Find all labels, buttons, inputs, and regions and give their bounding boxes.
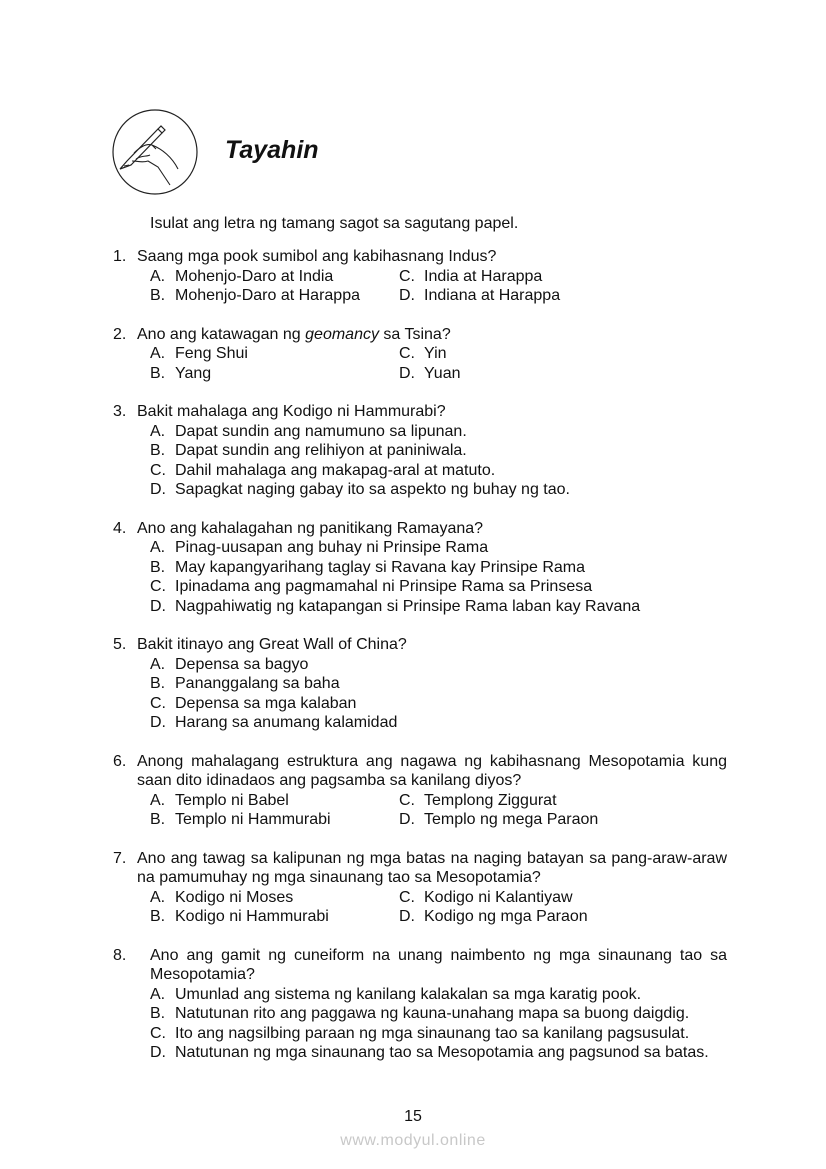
answer-option xyxy=(150,810,399,830)
answer-option xyxy=(150,1024,727,1044)
option-letter: B. xyxy=(150,287,166,304)
answer-option xyxy=(399,888,727,908)
option-text: Mohenjo-Daro at Harappa xyxy=(175,287,360,304)
question-text: Saang mga pook sumibol ang kabihasnang Indus? xyxy=(137,248,497,265)
question-line xyxy=(113,325,727,345)
answer-option xyxy=(150,558,727,578)
option-letter: C. xyxy=(150,461,166,479)
option-letter: D. xyxy=(150,481,166,498)
option-letter: A. xyxy=(150,791,166,809)
option-letter: D. xyxy=(399,908,415,925)
answer-option xyxy=(150,577,727,597)
answer-option xyxy=(150,674,727,694)
option-text: India at Harappa xyxy=(424,267,543,285)
question-text-emphasis: geomancy xyxy=(305,325,379,343)
option-text: Ipinadama ang pagmamahal ni Prinsipe Rama sa Prinsesa xyxy=(175,578,593,595)
option-text: Harang sa anumang kalamidad xyxy=(175,714,398,731)
option-letter: A. xyxy=(150,422,166,440)
answer-options xyxy=(113,888,727,927)
hand-writing-pencil-icon xyxy=(112,109,198,195)
question-number: 6. xyxy=(113,752,127,770)
option-letter: B. xyxy=(150,558,166,576)
option-text: May kapangyarihang taglay si Ravana kay Prinsipe Rama xyxy=(175,558,585,576)
option-letter: B. xyxy=(150,1005,166,1022)
option-letter: A. xyxy=(150,985,166,1003)
answer-option xyxy=(150,1004,727,1024)
answer-option xyxy=(150,538,727,558)
option-letter: B. xyxy=(150,908,166,925)
question-text: Anong mahalagang estruktura ang nagawa ng kabihasnang Mesopotamia kung saan dito idinadaos ang pagsamba sa kanilang diyos? xyxy=(137,752,727,789)
question-item xyxy=(113,247,727,306)
option-text: Yang xyxy=(175,364,212,382)
question-list xyxy=(113,247,727,1082)
option-text: Dapat sundin ang namumuno sa lipunan. xyxy=(175,422,467,440)
answer-option xyxy=(150,888,399,908)
option-letter: D. xyxy=(399,364,415,382)
answer-option xyxy=(150,713,727,733)
answer-option xyxy=(150,480,727,500)
answer-option xyxy=(150,461,727,481)
answer-option xyxy=(399,810,727,830)
option-letter: D. xyxy=(150,1044,166,1061)
answer-option xyxy=(399,907,727,927)
option-letter: D. xyxy=(150,714,166,731)
option-letter: C. xyxy=(399,267,415,285)
option-letter: A. xyxy=(150,267,166,285)
option-letter: C. xyxy=(399,345,415,362)
question-item xyxy=(113,519,727,617)
question-line xyxy=(113,946,727,985)
option-letter: C. xyxy=(399,791,415,809)
answer-option xyxy=(399,286,727,306)
answer-option xyxy=(150,422,727,442)
instruction-text: Isulat ang letra ng tamang sagot sa sagutang papel. xyxy=(150,215,519,232)
answer-option xyxy=(150,694,727,714)
option-text: Natutunan rito ang paggawa ng kauna-unahang mapa sa buong daigdig. xyxy=(175,1005,690,1022)
option-text: Mohenjo-Daro at India xyxy=(175,267,334,285)
answer-option xyxy=(150,364,399,384)
option-letter: B. xyxy=(150,364,166,382)
answer-options xyxy=(113,791,727,830)
option-letter: A. xyxy=(150,655,166,673)
option-letter: D. xyxy=(399,811,415,828)
option-letter: A. xyxy=(150,539,166,556)
option-letter: C. xyxy=(150,694,166,712)
question-item xyxy=(113,402,727,500)
answer-option xyxy=(399,364,727,384)
question-line xyxy=(113,849,727,888)
question-item xyxy=(113,849,727,927)
question-number: 4. xyxy=(113,519,127,537)
option-text: Pananggalang sa baha xyxy=(175,675,340,692)
option-text: Kodigo ng mga Paraon xyxy=(424,908,588,925)
page-footer xyxy=(0,1108,826,1126)
question-text: Ano ang gamit ng cuneiform na unang naimbento ng mga sinaunang tao sa Mesopotamia? xyxy=(150,946,727,983)
answer-option xyxy=(399,344,727,364)
answer-option xyxy=(150,985,727,1005)
question-item xyxy=(113,946,727,1063)
question-line xyxy=(113,752,727,791)
answer-option xyxy=(150,597,727,617)
answer-option xyxy=(150,655,727,675)
option-text: Templo ni Babel xyxy=(175,791,289,809)
answer-options xyxy=(113,655,727,733)
option-text: Depensa sa bagyo xyxy=(175,655,309,673)
question-number: 5. xyxy=(113,636,127,653)
question-text: Bakit itinayo ang Great Wall of China? xyxy=(137,636,407,653)
question-item xyxy=(113,635,727,733)
option-text: Kodigo ni Hammurabi xyxy=(175,908,329,925)
question-number: 2. xyxy=(113,325,127,343)
option-text: Ito ang nagsilbing paraan ng mga sinaunang tao sa kanilang pagsusulat. xyxy=(175,1024,690,1042)
option-text: Depensa sa mga kalaban xyxy=(175,694,357,712)
option-text: Indiana at Harappa xyxy=(424,287,561,304)
question-text-part: sa Tsina? xyxy=(378,325,451,343)
option-text: Yuan xyxy=(424,364,461,382)
option-text: Kodigo ni Kalantiyaw xyxy=(424,888,573,906)
answer-option xyxy=(150,441,727,461)
question-text: Ano ang kahalagahan ng panitikang Ramayana? xyxy=(137,519,484,537)
answer-options xyxy=(113,422,727,500)
option-letter: C. xyxy=(150,1024,166,1042)
question-item xyxy=(113,325,727,384)
option-text: Natutunan ng mga sinaunang tao sa Mesopotamia ang pagsunod sa batas. xyxy=(175,1044,709,1061)
answer-option xyxy=(399,791,727,811)
answer-option xyxy=(150,286,399,306)
option-text: Dahil mahalaga ang makapag-aral at matuto. xyxy=(175,461,496,479)
question-item xyxy=(113,752,727,830)
option-letter: B. xyxy=(150,442,166,459)
option-letter: D. xyxy=(399,287,415,304)
option-letter: B. xyxy=(150,675,166,692)
question-text-part: Ano ang katawagan ng xyxy=(137,325,306,343)
question-text: Bakit mahalaga ang Kodigo ni Hammurabi? xyxy=(137,403,446,420)
question-line xyxy=(113,247,727,267)
option-letter: D. xyxy=(150,597,166,615)
option-letter: C. xyxy=(399,888,415,906)
option-text: Templo ng mega Paraon xyxy=(424,811,599,828)
answer-options xyxy=(113,344,727,383)
page-number: 15 xyxy=(404,1108,422,1125)
option-letter: C. xyxy=(150,578,166,595)
option-text: Sapagkat naging gabay ito sa aspekto ng buhay ng tao. xyxy=(175,481,570,498)
option-text: Templong Ziggurat xyxy=(424,791,557,809)
question-line xyxy=(113,519,727,539)
option-letter: B. xyxy=(150,811,166,828)
option-text: Nagpahiwatig ng katapangan si Prinsipe Rama laban kay Ravana xyxy=(175,597,641,615)
option-text: Feng Shui xyxy=(175,345,248,362)
option-text: Dapat sundin ang relihiyon at paniniwala. xyxy=(175,442,467,459)
answer-option xyxy=(150,1043,727,1063)
answer-options xyxy=(113,538,727,616)
option-text: Pinag-uusapan ang buhay ni Prinsipe Rama xyxy=(175,539,489,556)
question-number: 8. xyxy=(113,946,127,964)
option-letter: A. xyxy=(150,345,166,362)
question-text xyxy=(137,325,727,345)
option-text: Umunlad ang sistema ng kanilang kalakalan sa mga karatig pook. xyxy=(175,985,642,1003)
answer-option xyxy=(150,907,399,927)
question-number: 7. xyxy=(113,849,127,867)
option-text: Templo ni Hammurabi xyxy=(175,811,331,828)
page-title: Tayahin xyxy=(225,136,319,164)
option-text: Kodigo ni Moses xyxy=(175,888,294,906)
question-line xyxy=(113,635,727,655)
watermark: www.modyul.online xyxy=(340,1132,486,1149)
question-text: Ano ang tawag sa kalipunan ng mga batas na naging batayan sa pang-araw-araw na pamumuhay ng mga sinaunang tao sa Mesopotamia? xyxy=(137,849,727,886)
option-text: Yin xyxy=(424,345,447,362)
answer-option xyxy=(399,267,727,287)
answer-option xyxy=(150,791,399,811)
answer-options xyxy=(113,267,727,306)
answer-option xyxy=(150,344,399,364)
answer-option xyxy=(150,267,399,287)
question-number: 3. xyxy=(113,403,127,420)
option-letter: A. xyxy=(150,888,166,906)
question-number: 1. xyxy=(113,248,127,265)
question-line xyxy=(113,402,727,422)
answer-options xyxy=(113,985,727,1063)
